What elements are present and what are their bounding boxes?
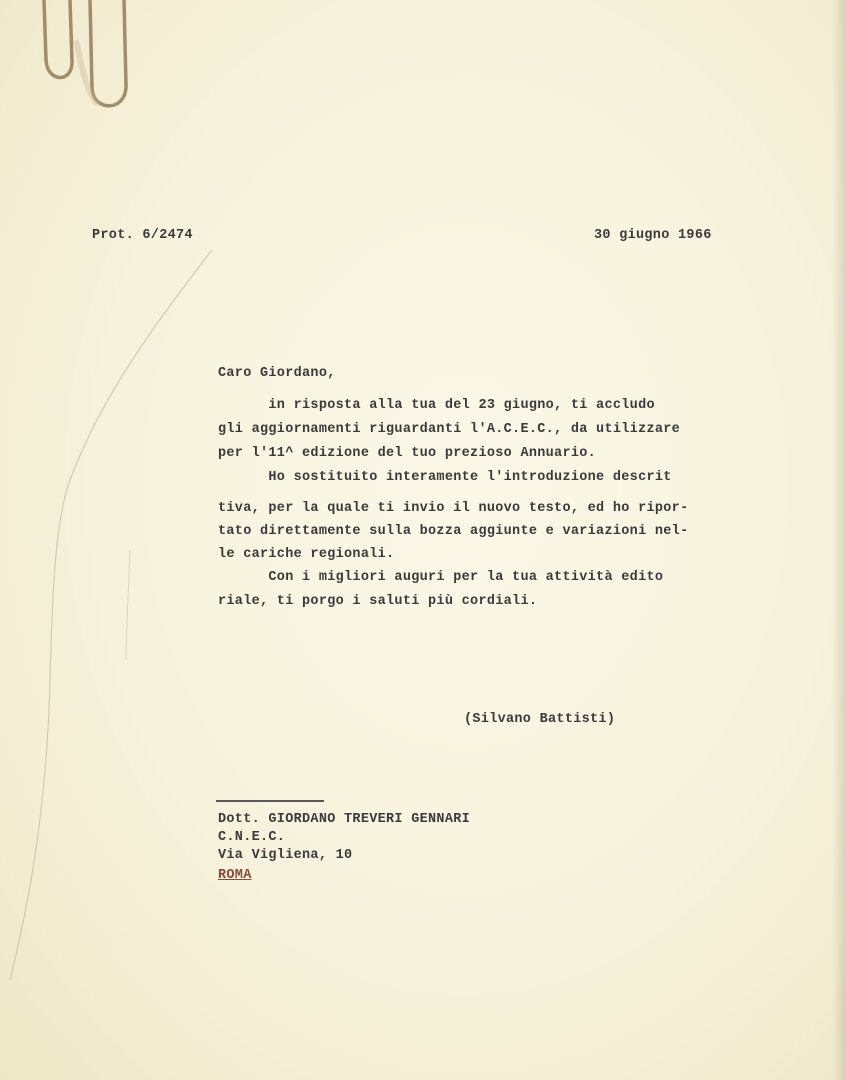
body-line: Ho sostituito interamente l'introduzione descrit: [218, 470, 672, 485]
body-line: Con i migliori auguri per la tua attività edito: [218, 570, 664, 585]
address-divider: [216, 800, 324, 802]
recipient-city: ROMA: [218, 868, 252, 883]
body-line: tato direttamente sulla bozza aggiunte e variazioni nel-: [218, 524, 689, 539]
paperclip-icon: [36, 0, 136, 112]
signature: (Silvano Battisti): [464, 712, 616, 727]
body-line: tiva, per la quale ti invio il nuovo testo, ed ho ripor-: [218, 501, 689, 516]
protocol-number: Prot. 6/2474: [92, 228, 193, 243]
letter-date: 30 giugno 1966: [594, 228, 712, 243]
body-line: riale, ti porgo i saluti più cordiali.: [218, 594, 538, 609]
body-line: le cariche regionali.: [218, 547, 395, 562]
recipient-name: Dott. GIORDANO TREVERI GENNARI: [218, 812, 471, 827]
body-line: per l'11^ edizione del tuo prezioso Annuario.: [218, 446, 597, 461]
body-line: in risposta alla tua del 23 giugno, ti accludo: [218, 398, 655, 413]
page-edge-shadow: [832, 0, 846, 1080]
recipient-organization: C.N.E.C.: [218, 830, 286, 845]
letter-greeting: Caro Giordano,: [218, 366, 336, 381]
body-line: gli aggiornamenti riguardanti l'A.C.E.C., da utilizzare: [218, 422, 681, 437]
fold-crease: [0, 0, 240, 1080]
recipient-street: Via Vigliena, 10: [218, 848, 353, 863]
